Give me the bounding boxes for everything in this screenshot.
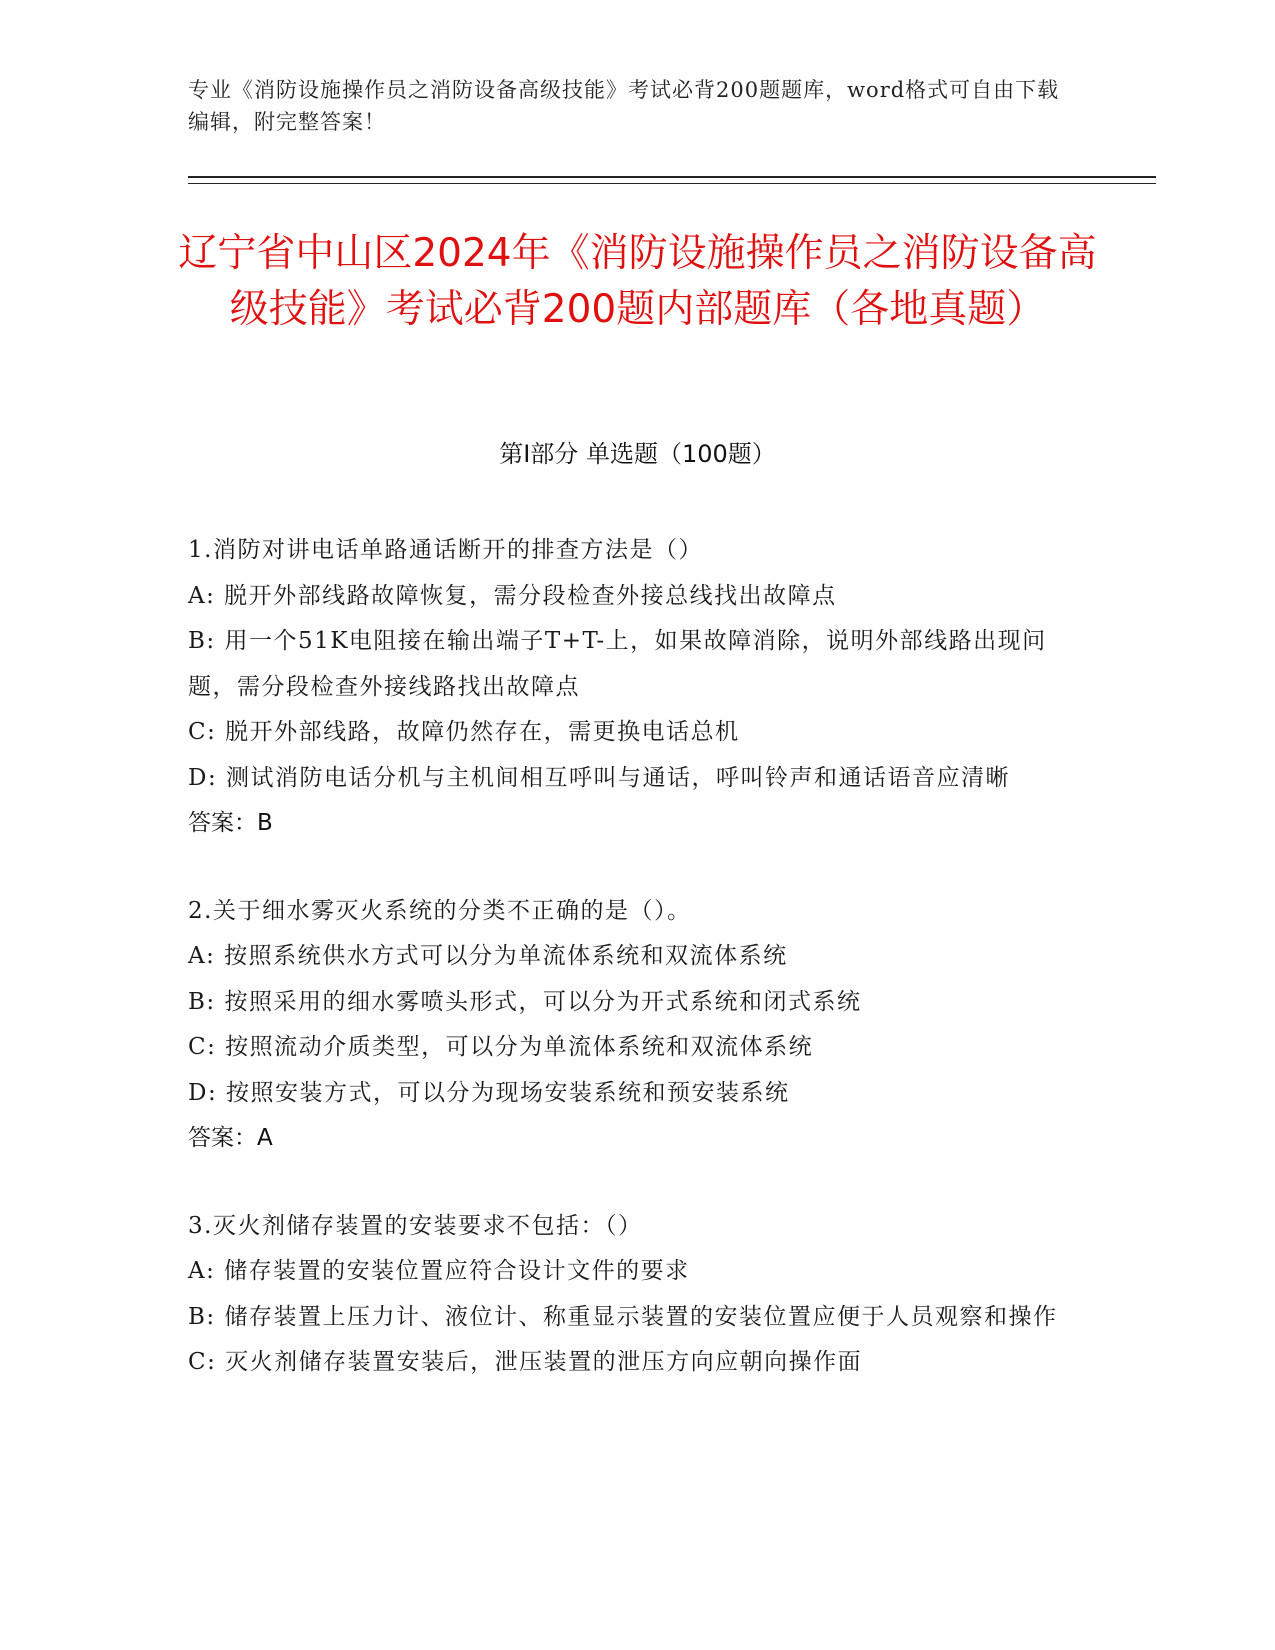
- question-list: [188, 528, 1088, 1428]
- option-a: A: 储存装置的安装位置应符合设计文件的要求: [188, 1258, 690, 1284]
- answer-value: B: [257, 810, 273, 836]
- section-title: 第I部分 单选题（100题）: [499, 440, 776, 468]
- document-title: 辽宁省中山区2024年《消防设施操作员之消防设备高级技能》考试必背200题内部题库（各地真题）: [178, 231, 1097, 332]
- answer-label: 答案：: [188, 1125, 257, 1151]
- option-c: C: 灭火剂储存装置安装后，泄压装置的泄压方向应朝向操作面: [188, 1349, 863, 1375]
- question-item: [188, 889, 1088, 1162]
- option-a: A: 按照系统供水方式可以分为单流体系统和双流体系统: [188, 943, 788, 969]
- question-stem: 2.关于细水雾灭火系统的分类不正确的是（）。: [188, 897, 692, 924]
- answer-value: A: [257, 1125, 273, 1151]
- question-item: [188, 1204, 1088, 1386]
- option-b: B: 用一个51K电阻接在输出端子T+T-上，如果故障消除，说明外部线路出现问题，需分段检查外接线路找出故障点: [188, 628, 1047, 700]
- answer-label: 答案：: [188, 810, 257, 836]
- header-divider: [188, 176, 1156, 184]
- option-c: C: 按照流动介质类型，可以分为单流体系统和双流体系统: [188, 1034, 814, 1060]
- option-b: B: 按照采用的细水雾喷头形式，可以分为开式系统和闭式系统: [188, 988, 862, 1015]
- answer-line: [188, 801, 1088, 847]
- option-d: D: 测试消防电话分机与主机间相互呼叫与通话，呼叫铃声和通话语音应清晰: [188, 764, 1011, 791]
- header-note: 专业《消防设施操作员之消防设备高级技能》考试必背200题题库，word格式可自由下载编辑，附完整答案！: [188, 78, 1060, 134]
- question-stem: 3.灭火剂储存装置的安装要求不包括：（）: [188, 1212, 643, 1239]
- option-c: C: 脱开外部线路，故障仍然存在，需更换电话总机: [188, 719, 740, 745]
- option-a: A: 脱开外部线路故障恢复，需分段检查外接总线找出故障点: [188, 582, 837, 609]
- answer-line: [188, 1116, 1088, 1162]
- question-stem: 1.消防对讲电话单路通话断开的排查方法是（）: [188, 537, 703, 563]
- option-b: B: 储存装置上压力计、液位计、称重显示装置的安装位置应便于人员观察和操作: [188, 1303, 1058, 1330]
- option-d: D: 按照安装方式，可以分为现场安装系统和预安装系统: [188, 1079, 790, 1106]
- question-item: [188, 528, 1088, 847]
